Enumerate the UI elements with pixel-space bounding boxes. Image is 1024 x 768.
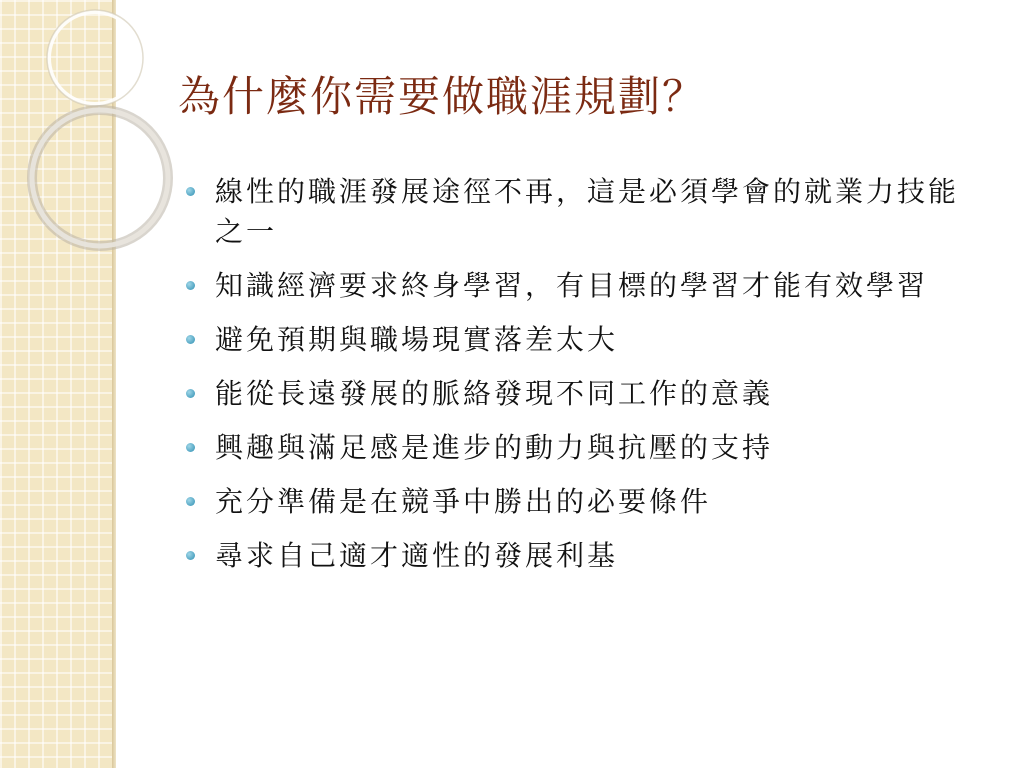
bullet-item (186, 320, 976, 360)
circle-decoration (0, 0, 200, 300)
bullet-item (186, 482, 976, 522)
bullet-dot-icon (186, 443, 195, 452)
bullet-text: 能從長遠發展的脈絡發現不同工作的意義 (215, 377, 774, 410)
bullet-text: 尋求自己適才適性的發展利基 (215, 539, 619, 572)
bullet-text: 避免預期與職場現實落差太大 (215, 323, 619, 356)
bullet-item (186, 374, 976, 414)
bullet-dot-icon (186, 281, 195, 290)
bullet-dot-icon (186, 335, 195, 344)
bullet-text: 知識經濟要求終身學習，有目標的學習才能有效學習 (215, 269, 929, 302)
bullet-dot-icon (186, 497, 195, 506)
bullet-dot-icon (186, 389, 195, 398)
slide-title: 為什麼你需要做職涯規劃？ (178, 72, 707, 121)
bullet-item (186, 266, 976, 306)
bullet-text: 充分準備是在競爭中勝出的必要條件 (215, 485, 712, 518)
bullet-item (186, 172, 976, 252)
bullet-dot-icon (186, 187, 195, 196)
bullet-text: 興趣與滿足感是進步的動力與抗壓的支持 (215, 431, 774, 464)
bullet-list (186, 172, 976, 590)
bullet-dot-icon (186, 551, 195, 560)
bullet-item (186, 536, 976, 576)
bullet-item (186, 428, 976, 468)
bullet-text: 線性的職涯發展途徑不再，這是必須學會的就業力技能之一 (215, 175, 960, 248)
